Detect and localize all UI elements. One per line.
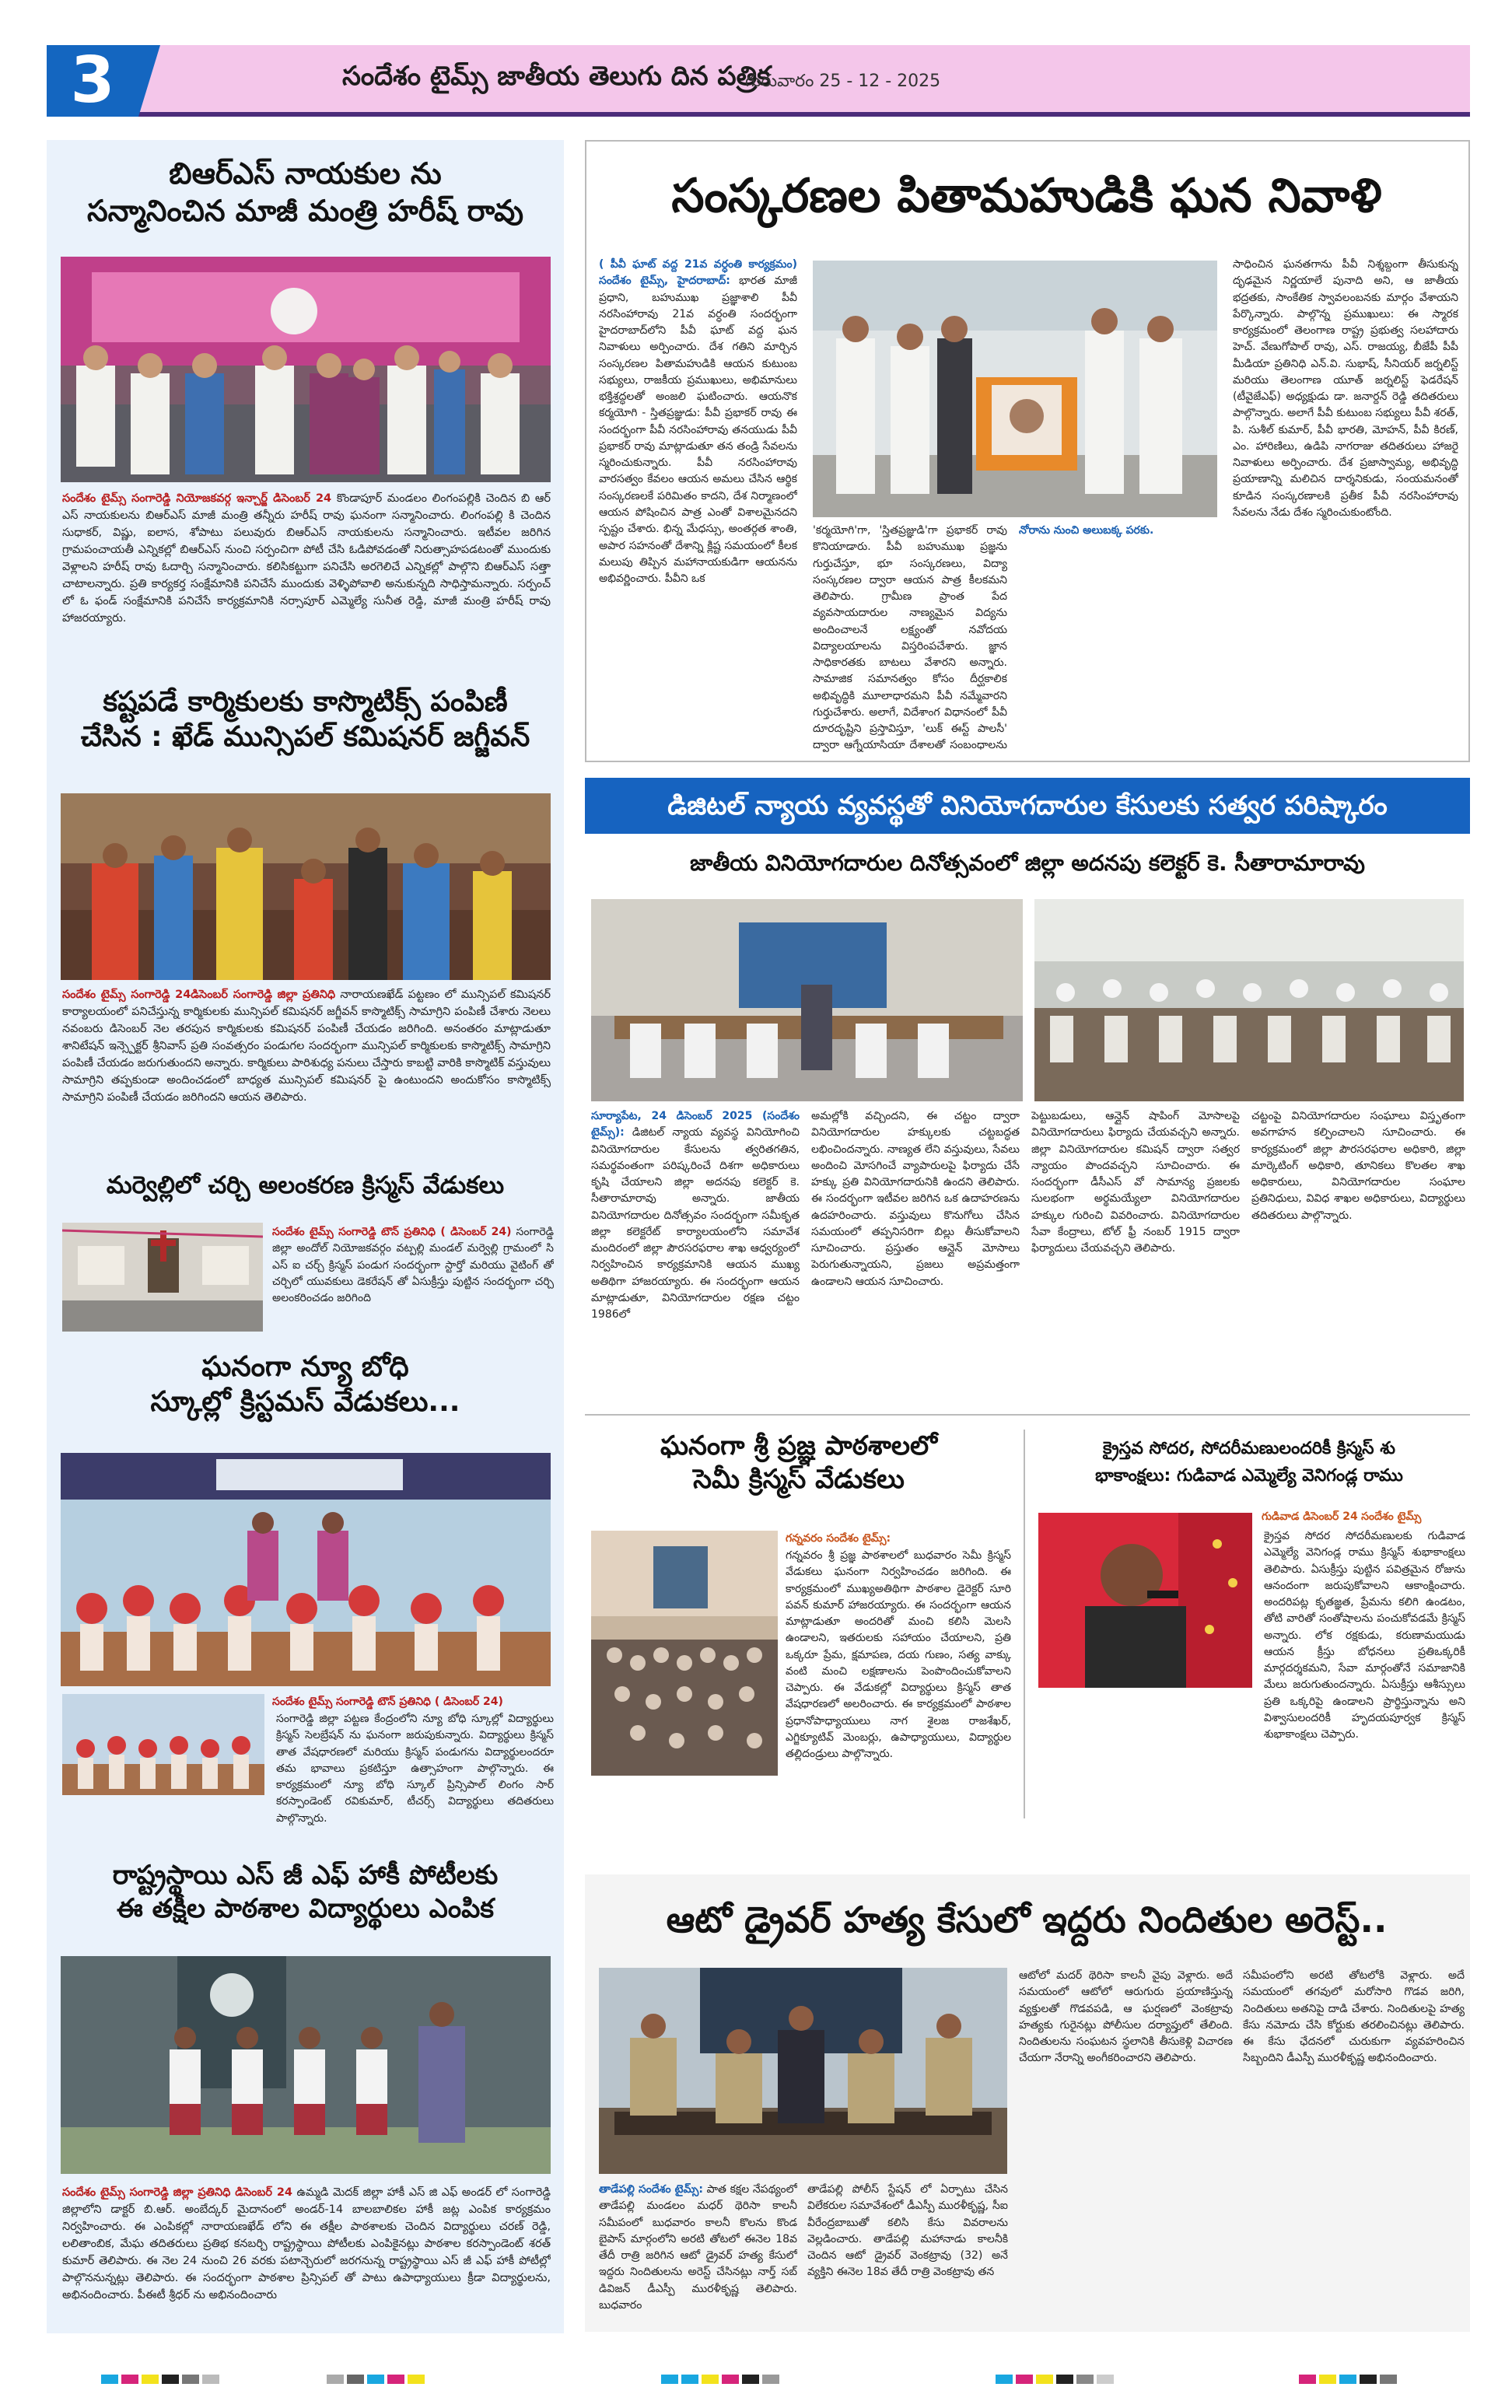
consumer-photo-2 (1034, 899, 1464, 1101)
hockey-headline: రాష్ట్రస్థాయి ఎస్ జీ ఎఫ్ హాకీ పోటీలకు ఈ తక్షీల పాఠశాల విద్యార్థులు ఎంపిక (112, 1860, 499, 1924)
brs-headline: బిఆర్ఎస్ నాయకుల ను సన్మానించిన మాజీ మంత్రి హరీష్ రావు (86, 156, 524, 228)
mla-headline: క్రైస్తవ సోదర, సోదరీమణులందరికీ క్రిస్మస్ శు భాకాంక్షలు: గుడివాడ ఎమ్మెల్యే వెనిగండ్ల రాము (1095, 1439, 1403, 1486)
color-registration-left (101, 2372, 222, 2382)
color-registration-center-right (996, 2372, 1117, 2382)
newbodhi-photo (61, 1453, 551, 1686)
pragna-body-side: గన్నవరం సందేశం టైమ్స్: (786, 1532, 891, 1545)
newbodhi-body-top: సందేశం టైమ్స్ సంగారెడ్డి టౌన్ ప్రతినిధి ( డిసెంబర్ 24) (272, 1696, 503, 1708)
church-headline: మర్వెల్లిలో చర్చి అలంకరణ క్రిస్మస్ వేడుకలు (106, 1171, 505, 1199)
church-body: సందేశం టైమ్స్ సంగారెడ్డి టౌన్ ప్రతినిధి ( డిసెంబర్ 24) సంగారెడ్డి జిల్లా అందోల్ నియోజకవర్గం వట్పల్లి మండల్ మర్వెల్లి గ్రామంలో సి ఎస్ ఐ చర్చ్ క్రిస్మస్ పండుగ సందర్భంగా స్టార్తో మరియు వైటింగ్ తో చర్చిలో యువకులు డెకరేషన్ తో ఏసుక్రీస్తు పుట్టిన సందర్భంగా చర్చి అలంకరించడం జరిగింది (272, 1226, 554, 1305)
auto-col2: తాడేపల్లి పోలీస్ స్టేషన్ లో ఏర్పాటు చేసిన విలేకరుల సమావేశంలో డీఎస్పీ మురళీకృష్ణ, సీఐ వీరేంద్రబాబుతో కలిసి కేసు వివరాలను వెల్లడించారు. తాడేపల్లి మహానాడు కాలనీకి చెందిన ఆటో డ్రైవర్ వెంకట్రావు (32) అనే వ్యక్తిని ఈనెల 18వ తేదీ రాత్రి వెంకట్రావు తన (807, 2183, 1008, 2279)
brs-photo (61, 257, 551, 482)
auto-col1: తాడేపల్లి సందేశం టైమ్స్: పాత కక్షల నేపథ్యంలో తాడేపల్లి మండలం మధర్ థెరిసా కాలనీ సమీపంలో బుధవారం కాలనీ కొలను కొండ బైపాస్ మార్గంలోని అరటి తోటలో ఈనెల 18వ తేదీ రాత్రి జరిగిన ఆటో డ్రైవర్ హత్య కేసులో ఇద్దరు నిందితులను అరెస్ట్ చేసినట్లు నార్త్ సబ్ డివిజన్ డీఎస్పీ మురళీకృష్ణ తెలిపారు. బుధవారం (599, 2183, 797, 2312)
hockey-photo (61, 1956, 551, 2174)
color-registration-center (661, 2372, 782, 2382)
consumer-photo-1 (591, 899, 1023, 1101)
masthead: సందేశం టైమ్స్ జాతీయ తెలుగు దిన పత్రిక (342, 61, 771, 92)
tribute-headline: సంస్కరణల పితామహుడికి ఘన నివాళి (671, 169, 1382, 223)
cosmetics-photo (61, 793, 551, 980)
auto-photo (599, 1968, 1007, 2174)
page-number: 3 (47, 45, 138, 117)
consumer-banner: డిజిటల్ న్యాయ వ్యవస్థతో వినియోగదారుల కేసులకు సత్వర పరిష్కారం (585, 778, 1470, 834)
column-divider (1024, 1430, 1025, 1818)
color-registration-right (1299, 2372, 1400, 2382)
mla-body-side: గుడివాడ డిసెంబర్ 24 సందేశం టైమ్స్ (1262, 1510, 1422, 1523)
section-divider (585, 1414, 1470, 1416)
auto-headline: ఆటో డ్రైవర్ హత్య కేసులో ఇద్దరు నిందితుల అరెస్ట్.. (666, 1899, 1388, 1941)
pragna-body: గన్నవరం శ్రీ ప్రజ్ఞ పాఠశాలలో బుధవారం సెమీ క్రిస్మస్ వేడుకలు ఘనంగా నిర్వహించడం జరిగింది. ఈ కార్యక్రమంలో ముఖ్యఅతిథిగా పాఠశాల డైరెక్టర్ సూరి పవన్ కుమార్ హాజరయ్యారు. ఈ సందర్భంగా ఆయన మాట్లాడుతూ అందరితో మంచి కలిసి మెలసి ఉండాలని, ఇతరులకు సహాయం చేయాలని, ప్రతి ఒక్కరూ ప్రేమ, క్షమాపణ, దయ గుణం, సత్య వాక్కు వంటి మంచి లక్షణాలను పెంపొందించుకోవాలని చెప్పారు. ఈ వేడుకల్లో విద్యార్థులు క్రిస్మస్ తాత వేషధారణలో అలరించారు. ఈ కార్యక్రమంలో పాఠశాల ప్రధానోపాధ్యాయులు నాగ శైలజ రాజశేఖర్, ఎగ్జిక్యూటివ్ మెంబర్లు, ఉపాధ్యాయులు, విద్యార్థుల తల్లిదండ్రులు పాల్గొన్నారు. (786, 1549, 1011, 1761)
hockey-body: సందేశం టైమ్స్ సంగారెడ్డి జిల్లా ప్రతినిధి డిసెంబర్ 24 ఉమ్మడి మెదక్ జిల్లా హాకీ ఎస్ జి ఎఫ్ అండర్ లో సంగారెడ్డి జిల్లాలోని డాక్టర్ బి.ఆర్. అంబేద్కర్ మైదానంలో అండర్-14 బాలబాలికల హాకీ జట్ల ఎంపిక కార్యక్రమం నిర్వహించారు. ఈ ఎంపికల్లో నారాయణఖేడ్ లోని ఈ తక్షీల పాఠశాలకు చెందిన విద్యార్థులు చరణ్ రెడ్డి, లలితాంబిక, మేఘ తదితరులు ప్రతిభ కనబర్చి రాష్ట్రస్థాయి పోటీలకు ఎంపికైనట్లు పాఠశాల కరస్పాండెంట్ శరత్ కుమార్ తెలిపారు. ఈ నెల 24 నుంచి 26 వరకు పటాన్చెరులో జరగనున్న రాష్ట్రస్థాయి ఎస్ జీ ఎఫ్ హాకీ పోటీల్లో పాల్గొననున్నట్లు తెలిపారు. ఈ సందర్భంగా పాఠశాల ప్రిన్సిపల్ తో పాటు ఉపాధ్యాయులు క్రీడా విద్యార్థులను, అభినందించారు. పీఈటీ శ్రీధర్ ను అభినందించారు (62, 2186, 551, 2302)
tribute-photo (813, 261, 1217, 517)
tribute-col3: సాధించిన ఘనతగాను పీవీ నిశ్శబ్దంగా తీసుకున్న దృఢమైన నిర్ణయాలే పునాది అని, ఆ జాతీయ భద్రతకు, సాంకేతిక స్వావలంబనకు మార్గం వేశాయని పేర్కొన్నారు. పాల్గొన్న ప్రముఖులు: ఈ స్మారక కార్యక్రమంలో తెలంగాణ రాష్ట్ర ప్రభుత్వ సలహాదారు హెచ్. వేణుగోపాల్ రావు, ఎస్. రాజయ్య, బీజేపీ పీపీ మీడియా ప్రతినిధి ఎన్.వి. సుభాష్, సీనియర్ జర్నలిస్ట్ మరియు తెలంగాణ యూత్ జర్నలిస్ట్ ఫెడరేషన్ (టీవైజేఎఫ్) అధ్యక్షుడు డా. జనార్దన్ రెడ్డి తదితరులు పాల్గొన్నారు. అలాగే పీవీ కుటుంబ సభ్యులు పీవీ శరత్, పి. సుశీల్ కుమార్, పీవీ భారతి, మోహన్, పీవీ కిరణ్, ఎం. హారిణిలు, ఉడిపి నాగరాజు తదితరులు హాజరై నివాళులు అర్పించారు. దేశ ప్రజాస్వామ్య, అభివృద్ధి ప్రయాణాన్ని మలిచిన దార్శనికుడు, సంయమనంతో కూడిన సంస్కరణాలకి ప్రతీక పీవీ నరసింహారావు సేవలను నేడు దేశం స్మరించుకుంటోంది. (1233, 258, 1458, 519)
newbodhi-headline: ఘనంగా న్యూ బోధి స్కూల్లో క్రిస్టమస్ వేడుకలు... (150, 1351, 460, 1418)
consumer-col1: సూర్యాపేట, 24 డిసెంబర్ 2025 (సందేశం టైమ్స్): డిజిటల్ న్యాయ వ్యవస్థ వినియోగించి వినియోగదారుల కేసులను త్వరితగతిన, సమర్థవంతంగా పరిష్కరించే దిశగా అధికారులు కృషి చేయాలని జిల్లా అదనపు కలెక్టర్ కె. సీతారామారావు అన్నారు. జాతీయ వినియోగదారుల దినోత్సవం సందర్భంగా సమీకృత జిల్లా కలెక్టరేట్ కార్యాలయంలోని సమావేశ మందిరంలో జిల్లా పౌరసరఫరాల శాఖ ఆధ్వర్యంలో నిర్వహించిన కార్యక్రమానికి ఆయన ముఖ్య అతిథిగా హాజరయ్యారు. ఈ సందర్భంగా ఆయన మాట్లాడుతూ, వినియోగదారుల రక్షణ చట్టం 1986లో (591, 1110, 800, 1321)
newbodhi-body: సంగారెడ్డి జిల్లా పట్టణ కేంద్రంలోని న్యూ బోధి స్కూల్లో విద్యార్థులు క్రిస్మస్ సెలబ్రేషన్ ను ఘనంగా జరుపుకున్నారు. విద్యార్థులు క్రిస్మస్ తాత వేషధారణలో మరియు క్రిస్మస్ పండుగను విద్యార్థులందరూ తమ భావాలు ప్రకటిస్తూ ఉత్సాహంగా పాల్గొన్నారు. ఈ కార్యక్రమంలో న్యూ బోధి స్కూల్ ప్రిన్సిపాల్ లింగం సార్ కరస్పాండెంట్ రవికుమార్, టీచర్స్ విద్యార్థులు తదితరులు పాల్గొన్నారు. (276, 1713, 554, 1825)
tribute-col1: ( పీవీ ఘాట్ వద్ద 21వ వర్ధంతి కార్యక్రమం) సందేశం టైమ్స్, హైదరాబాద్: భారత మాజీ ప్రధాని, బహుముఖ ప్రజ్ఞాశాలి పీవీ నరసింహారావు 21వ వర్ధంతి సందర్భంగా హైదరాబాద్‌లోని పీవీ ఘాట్ వద్ద ఘన నివాళులు అర్పించారు. దేశ గతిని మార్చిన సంస్కరణల పితామహుడికి ఆయన కుటుంబ సభ్యులు, రాజకీయ ప్రముఖులు, అభిమానులు భక్తిశ్రద్ధలతో అంజలి ఘటించారు. ఆయనొక కర్మయోగి - స్తితప్రజ్ఞుడు: పీవీ ప్రభాకర్ రావు ఈ సందర్భంగా పీవీ నరసింహారావు తనయుడు పీవీ ప్రభాకర్ రావు మాట్లాడుతూ తన తండ్రి సేవలను స్మరించుకున్నారు. పీవీ నరసింహారావు వారసత్వం కేవలం ఆయన అమలు చేసిన ఆర్థిక సంస్కరణలకే పరిమితం కాదని, దేశ నిర్మాణంలో ఆయన పోషించిన పాత్ర ఎంతో విశాలమైనదని స్పష్టం చేశారు. భిన్న మేధస్సు, అంతర్గత శాంతి, అపార సహనంతో దేశాన్ని క్లిష్ట సమయంలో కీలక మలుపు తిప్పిన మహానాయకుడిగా ఆయనను అభివర్ణించారు. పీవీని ఒక (599, 258, 797, 586)
brs-body: సందేశం టైమ్స్ సంగారెడ్డి నియోజకవర్గ ఇన్చార్జ్ డిసెంబర్ 24 కొండాపూర్ మండలం లింగంపల్లికి చెందిన బి ఆర్ ఎస్ నాయకులను బిఆర్ఎస్ మాజీ మంత్రి తన్నీరు హరీష్ రావు ఘనంగా సన్మానించారు. లింగంపల్లి కి చెందిన సుధాకర్, విష్ణు, ఐలాస, శోపాటు పలువురు బిఆర్ఎస్ నాయకులను సన్మానించారు. ఇటీవల జరిగిన గ్రామపంచాయతీ ఎన్నికల్లో బిఆర్ఎస్ నుంచి సర్పంచిగా పోటీ చేసి ఓడిపోవడంతో నిరుత్సాహపడటంతో ముందుకు వెళ్లాలని హరీష్ రావు ఓదార్చి సన్మానించారు. కలిసికట్టుగా పనిచేసి అరగెలిచే ఎన్నికల్లో పాల్గొని బిఆర్ఎస్ సత్తా చాటాలన్నారు. ప్రతి కార్యకర్త సంక్షేమానికి పనిచేసే ముందుకు వెళ్ళిపోవాలి అనుకున్నది సాధిస్తామన్నారు. సర్పంచ్ లో ఓ ఫండ్ సంక్షేమానికి పనిచేసే కార్యక్రమానికి నర్సాపూర్ ఎమ్మెల్యే సునీత రెడ్డి, మాజీ మంత్రి హరీష్ రావు హాజరయ్యారు. (62, 492, 551, 625)
cosmetics-body: సందేశం టైమ్స్ సంగారెడ్డి 24డిసెంబర్ సంగారెడ్డి జిల్లా ప్రతినిధి నారాయణఖేడ్ పట్టణం లో మున్సిపల్ కమిషనర్ కార్యాలయంలో పనిచేస్తున్న కార్మికులకు మున్సిపల్ కమిషనర్ జగ్జీవన్ కాస్మొటిక్స్ సామాగ్రిని పంపిణీ చేశారు నెలలు నవంబరు డిసెంబర్ నెల తరపున కార్మికులకు కమిషనర్ పంపిణీ చేయడం జరిగింది. అనంతరం మాట్లాడుతూ శానిటేషన్ ఇన్స్పెక్టర్ శ్రీనివాస్ ప్రతి సంవత్సరం పండుగల సందర్భంగా మున్సిపల్ కార్మికులకు కాస్మొటిక్స్ సామాగ్రిని పంపిణీ చేయడం జరుగుతుందని అన్నారు. కార్మికులు పారిశుధ్య పనులు చేస్తారు కాబట్టి వారికి కాస్మొటిక్ వస్తువులు సామాగ్రిని తప్పకుండా అందించడంలో బాధ్యత మున్సిపల్ కమిషనర్ పై ఉంటుందని అందుకోసం కాస్మొటిక్స్ సామాగ్రిని పంపిణీ చేయడం జరిగిందని ఆయన తెలిపారు. (62, 989, 551, 1104)
tribute-col2b: నోరాను నుంచి అలుబక్క పరకు. (1019, 524, 1154, 537)
cosmetics-headline: కష్టపడే కార్మికులకు కాస్మొటిక్స్ పంపిణీ చేసిన : ఖేడ్ మున్సిపల్ కమిషనర్ జగ్జీవన్ (80, 686, 530, 753)
consumer-col3: పెట్టుబడులు, ఆన్లైన్ షాపింగ్ మోసాలపై వినియోగదారులు ఫిర్యాదు చేయవచ్చని అన్నారు. జిల్లా వినియోగదారుల కమిషన్ ద్వారా సత్వర న్యాయం పొందవచ్చని సూచించారు. ఈ సందర్భంగా డీసీఎస్ వో సామాన్య ప్రజలకు సులభంగా అర్థమయ్యేలా వినియోగదారుల హక్కుల గురించి వివరించారు. వినియోగదారుల సేవా కేంద్రాలు, టోల్ ఫ్రీ నంబర్ 1915 ద్వారా ఫిర్యాదులు చేయవచ్చని తెలిపారు. (1031, 1110, 1240, 1255)
auto-col3: ఆటోలో మదర్ థెరిసా కాలనీ వైపు వెళ్లారు. అదే సమయంలో ఆటోలో ఆరుగురు ప్రయాణిస్తున్న వ్యక్తులతో గొడవపడి, ఆ ఘర్షణలో వెంకట్రావు హత్యకు గురైనట్లు పోలీసుల దర్యాప్తులో తేలింది. నిందితులను సంఘటన స్థలానికి తీసుకెళ్లి విచారణ చేయగా నేరాన్ని అంగీకరించారని తెలిపారు. (1019, 1969, 1233, 2065)
tribute-col2: 'కర్మయోగి'గా, 'స్తితప్రజ్ఞుడి'గా ప్రభాకర్ రావు కొనియాడారు. పీవీ బహుముఖ ప్రజ్ఞను గుర్తుచేస్తూ, భూ సంస్కరణలు, విద్యా సంస్కరణల ద్వారా ఆయన పాత్ర కీలకమని తెలిపారు. గ్రామీణ ప్రాంత పేద వ్యవసాయదారుల నాణ్యమైన విద్యను అందించాలనే లక్ష్యంతో నవోదయ విద్యాలయాలను విస్తరింపచేశారు. జ్ఞాన సాధికారతకు బాటలు వేశారని అన్నారు. సామాజిక సమానత్వం కోసం దీర్ఘకాలిక అభివృద్ధికి మూలాధారమని పీవీ నమ్మేవారని గుర్తుచేశారు. అలాగే, విదేశాంగ విధానంలో పీవీ దూరదృష్టిని ప్రస్తావిస్తూ, 'లుక్ ఈస్ట్ పాలసీ' ద్వారా ఆగ్నేయాసియా దేశాలతో సంబంధాలను (813, 524, 1007, 752)
consumer-subtitle: జాతీయ వినియోగదారుల దినోత్సవంలో జిల్లా అదనపు కలెక్టర్ కె. సీతారామారావు (690, 850, 1365, 876)
pragna-headline: ఘనంగా శ్రీ ప్రజ్ఞ పాఠశాలలో సెమీ క్రిస్మస్ వేడుకలు (660, 1430, 937, 1495)
mla-body: క్రైస్తవ సోదర సోదరీమణులకు గుడివాడ ఎమ్మెల్యే వెనిగండ్ల రాము క్రిస్మస్ శుభాకాంక్షలు తెలిపారు. ఏసుక్రీస్తు పుట్టిన పవిత్రమైన రోజును ఆనందంగా జరుపుకోవాలని ఆకాంక్షించారు. అందరిపట్ల కృతజ్ఞత, ప్రేమను కలిగి ఉండటం, తోటి వారితో సంతోషాలను పంచుకోవడమే క్రిస్మస్ అన్నారు. లోక రక్షకుడు, కరుణామయుడు ఆయన క్రీస్తు బోధనలు ప్రతిఒక్కరికీ మార్గదర్శకమని, సేవా మార్గంతోనే సమాజానికి మేలు జరుగుతుందన్నారు. ఏసుక్రీస్తు ఆశీస్సులు ప్రతి ఒక్కరిపై ఉండాలని ప్రార్థిస్తున్నాను అని విశ్వాసులందరికీ హృదయపూర్వక క్రిస్మస్ శుభాకాంక్షలు చెప్పారు. (1264, 1530, 1465, 1741)
auto-col4: సమీపంలోని అరటి తోటలోకి వెళ్లారు. అదే సమయంలో తగవులో మరోసారి గొడవ జరిగి, నిందితులు అతనిపై దాడి చేశారు. నిందితులపై హత్య కేసు నమోదు చేసి కోర్టుకు తరలించినట్లు తెలిపారు. ఈ కేసు ఛేదనలో చురుకుగా వ్యవహరించిన సిబ్బందిని డీఎస్పీ మురళీకృష్ణ అభినందించారు. (1243, 1969, 1465, 2065)
church-photo (62, 1223, 263, 1332)
consumer-col2: అమల్లోకి వచ్చిందని, ఈ చట్టం ద్వారా వినియోగదారుల హక్కులకు చట్టబద్ధత లభించిందన్నారు. నాణ్యత లేని వస్తువులు, సేవలు అందించి మోసగించే వ్యాపారులపై ఫిర్యాదు చేసే హక్కు ప్రతి వినియోగదారునికి ఉందని తెలిపారు. ఈ సందర్భంగా ఇటీవల జరిగిన ఒక ఉదాహరణను ఉదహరించారు. వస్తువులు కొనుగోలు చేసిన సమయంలో తప్పనిసరిగా బిల్లు తీసుకోవాలని సూచించారు. ప్రస్తుతం ఆన్లైన్ మోసాలు పెరుగుతున్నాయని, ప్రజలు అప్రమత్తంగా ఉండాలని ఆయన సూచించారు. (811, 1110, 1020, 1288)
issue-date: గురువారం 25 - 12 - 2025 (745, 72, 941, 91)
consumer-col4: చట్టంపై వినియోగదారుల సంఘాలు విస్తృతంగా అవగాహన కల్పించాలని సూచించారు. ఈ కార్యక్రమంలో జిల్లా పౌరసరఫరాల అధికారి, జిల్లా మార్కెటింగ్ అధికారి, తూనికలు కొలతల శాఖ అధికారులు, వినియోగదారుల సంఘాల ప్రతినిధులు, వివిధ శాఖల అధికారులు, విద్యార్థులు తదితరులు పాల్గొన్నారు. (1251, 1110, 1465, 1222)
color-registration-center-left (327, 2372, 428, 2382)
